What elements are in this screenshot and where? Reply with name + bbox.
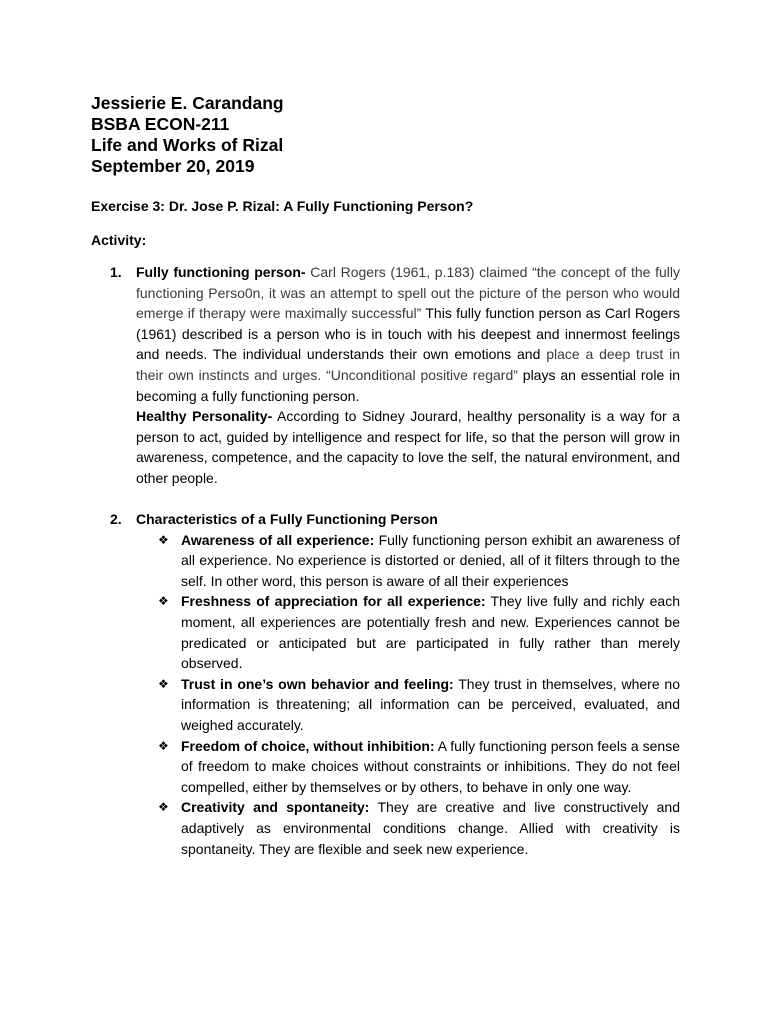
bullet-text: They live fully and richly each moment, all experiences are potentially fresh and new. Experiences cannot be predicated or anticipated but are participated in fully rather than merely observed. xyxy=(181,593,680,672)
bullet-title: Awareness of all experience: xyxy=(181,531,375,548)
author-name: Jessierie E. Carandang xyxy=(91,93,284,113)
list-item-heading-row xyxy=(136,509,680,530)
diamond-bullet-icon: ❖ xyxy=(158,800,169,815)
item-text: This fully function person as Carl Rogers (1961) described is a person who is in touch with his deepest and innermost feelings and needs. The individual understands their own emotions and xyxy=(136,305,680,363)
item-text-quote-2: place a deep trust in their own instincts and urges. “Unconditional positive regard” xyxy=(136,346,681,383)
bullet-item xyxy=(158,530,680,592)
activity-label: Activity: xyxy=(91,232,147,248)
diamond-bullet-icon: ❖ xyxy=(158,738,169,753)
sub-heading: Healthy Personality- xyxy=(136,408,273,425)
item-heading: Fully functioning person- xyxy=(136,264,306,280)
subject-title: Life and Works of Rizal xyxy=(91,135,284,155)
document-date: September 20, 2019 xyxy=(91,156,255,176)
bullet-title: Freedom of choice, without inhibition: xyxy=(181,737,435,754)
bullet-item xyxy=(158,736,680,798)
bullet-title: Creativity and spontaneity: xyxy=(181,799,370,816)
bullet-text: They are creative and live constructively and adaptively as environmental conditions change. Allied with creativity is spontaneity. They are flexible and seek new experience. xyxy=(181,799,681,857)
list-item-number: 1. xyxy=(110,264,122,280)
diamond-bullet-icon: ❖ xyxy=(158,532,169,547)
bullet-item xyxy=(158,674,680,736)
course-code: BSBA ECON-211 xyxy=(91,114,230,134)
list-item-1 xyxy=(110,262,680,489)
bullet-text: A fully functioning person feels a sense of freedom to make choices without constraints or inhibitions. They do not feel compelled, either by themselves or by others, to behave in only one way. xyxy=(181,737,680,795)
list-item-body xyxy=(136,262,680,489)
item-heading: Characteristics of a Fully Functioning Person xyxy=(136,511,438,527)
characteristics-list xyxy=(110,530,680,860)
bullet-title: Freshness of appreciation for all experience: xyxy=(181,593,486,610)
item-text-end: plays an essential role in becoming a fully functioning person. xyxy=(136,366,680,404)
bullet-text: Fully functioning person exhibit an awareness of all experience. No experience is distorted or denied, all of it filters through to the self. In other word, this person is aware of all their experiences xyxy=(181,531,680,589)
exercise-title: Exercise 3: Dr. Jose P. Rizal: A Fully Functioning Person? xyxy=(91,198,474,214)
header-block xyxy=(91,93,284,177)
sub-text: According to Sidney Jourard, healthy personality is a way for a person to act, guided by intelligence and respect for life, so that the person will grow in awareness, competence, and the capacity to love the self, the natural environment, and other people. xyxy=(136,408,680,486)
bullet-text: They trust in themselves, where no information is threatening; all information can be perceived, evaluated, and weighed accurately. xyxy=(181,675,680,733)
item-text-quote: Carl Rogers (1961, p.183) claimed “the concept of the fully functioning Perso0n, it was an attempt to spell out the picture of the person who would emerge if therapy were maximally successful” xyxy=(136,264,680,322)
bullet-item xyxy=(158,797,681,859)
bullet-title: Trust in one’s own behavior and feeling: xyxy=(181,675,454,692)
bullet-item xyxy=(158,591,680,673)
diamond-bullet-icon: ❖ xyxy=(158,676,169,691)
list-item-2 xyxy=(110,509,680,859)
list-item-number: 2. xyxy=(110,511,122,527)
diamond-bullet-icon: ❖ xyxy=(158,594,169,609)
